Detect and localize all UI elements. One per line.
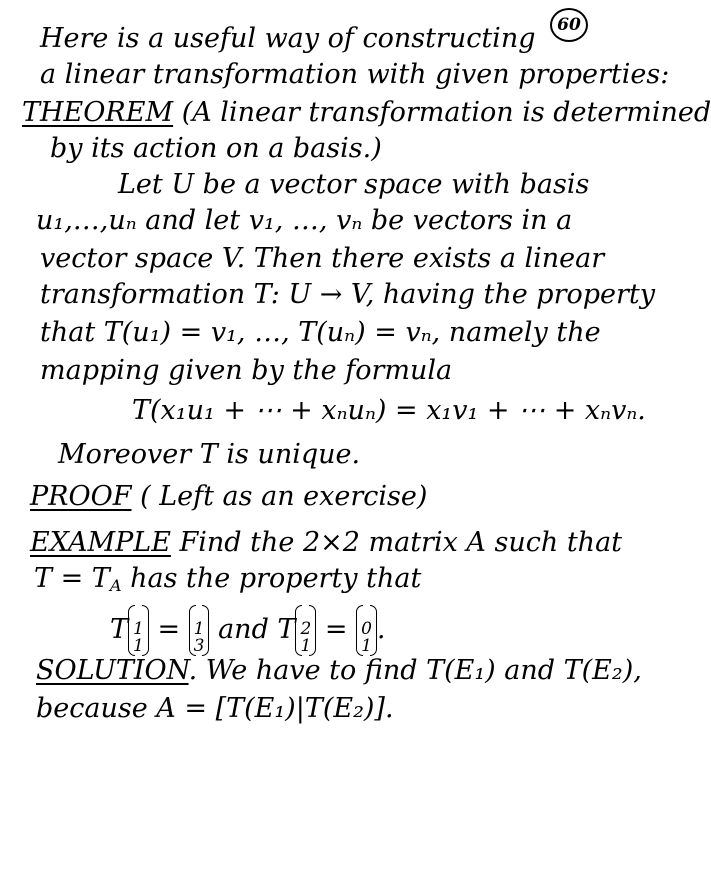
theorem-unique: Moreover T is unique. <box>58 439 361 470</box>
proof-heading: PROOF <box>30 481 132 512</box>
eq-t1: T <box>110 614 129 645</box>
m4-top: 0 <box>361 619 372 639</box>
eq-equals-2: = <box>324 614 348 645</box>
proof-text: ( Left as an exercise) <box>140 481 428 512</box>
theorem-line-6: mapping given by the formula <box>40 355 453 386</box>
example-heading: EXAMPLE <box>30 527 171 558</box>
theorem-heading: THEOREM <box>22 97 174 128</box>
example-line2-rest: has the property that <box>130 563 422 594</box>
intro-line-1: Here is a useful way of constructing <box>40 23 536 54</box>
theorem-title-line <box>22 98 711 128</box>
theorem-line-2: u₁,…,uₙ and let v₁, …, vₙ be vectors in a <box>36 205 573 236</box>
eq-equals-1: = <box>157 614 181 645</box>
example-t-sub: A <box>109 576 122 595</box>
column-vector-4 <box>356 606 377 655</box>
column-vector-3 <box>295 606 316 655</box>
theorem-line-1: Let U be a vector space with basis <box>118 169 590 200</box>
example-line <box>30 528 622 558</box>
solution-heading: SOLUTION <box>36 655 189 686</box>
example-line-2 <box>34 564 421 601</box>
m1-top: 1 <box>133 619 144 639</box>
example-t-eq: T = T <box>34 563 110 594</box>
theorem-title-a: (A linear transformation is determined <box>181 97 711 128</box>
theorem-title-line-2: by its action on a basis.) <box>50 133 382 164</box>
m4-bottom: 1 <box>361 636 372 656</box>
m1-bottom: 1 <box>133 636 144 656</box>
m2-bottom: 3 <box>193 636 205 656</box>
theorem-line-5: that T(u₁) = v₁, …, T(uₙ) = vₙ, namely the <box>40 317 601 348</box>
solution-line <box>36 656 642 686</box>
example-text: Find the 2×2 matrix A such that <box>179 527 623 558</box>
proof-line <box>30 482 427 512</box>
m2-top: 1 <box>193 619 205 639</box>
column-vector-1 <box>128 606 149 655</box>
m3-top: 2 <box>300 619 312 639</box>
column-vector-2 <box>189 606 210 655</box>
intro-line-2: a linear transformation with given properties: <box>40 59 670 90</box>
theorem-formula: T(x₁u₁ + ⋯ + xₙuₙ) = x₁v₁ + ⋯ + xₙvₙ. <box>132 395 646 426</box>
theorem-line-4: transformation T: U → V, having the property <box>40 279 656 310</box>
solution-text: . We have to find T(E₁) and T(E₂), <box>188 655 642 686</box>
eq-end: . <box>376 614 386 645</box>
eq-and-t: and T <box>218 614 296 645</box>
theorem-line-3: vector space V. Then there exists a linear <box>40 243 605 274</box>
solution-line-2: because A = [T(E₁)|T(E₂)]. <box>36 693 394 724</box>
m3-bottom: 1 <box>300 636 312 656</box>
page-number-badge: 60 <box>550 8 588 42</box>
example-equation <box>110 606 386 655</box>
